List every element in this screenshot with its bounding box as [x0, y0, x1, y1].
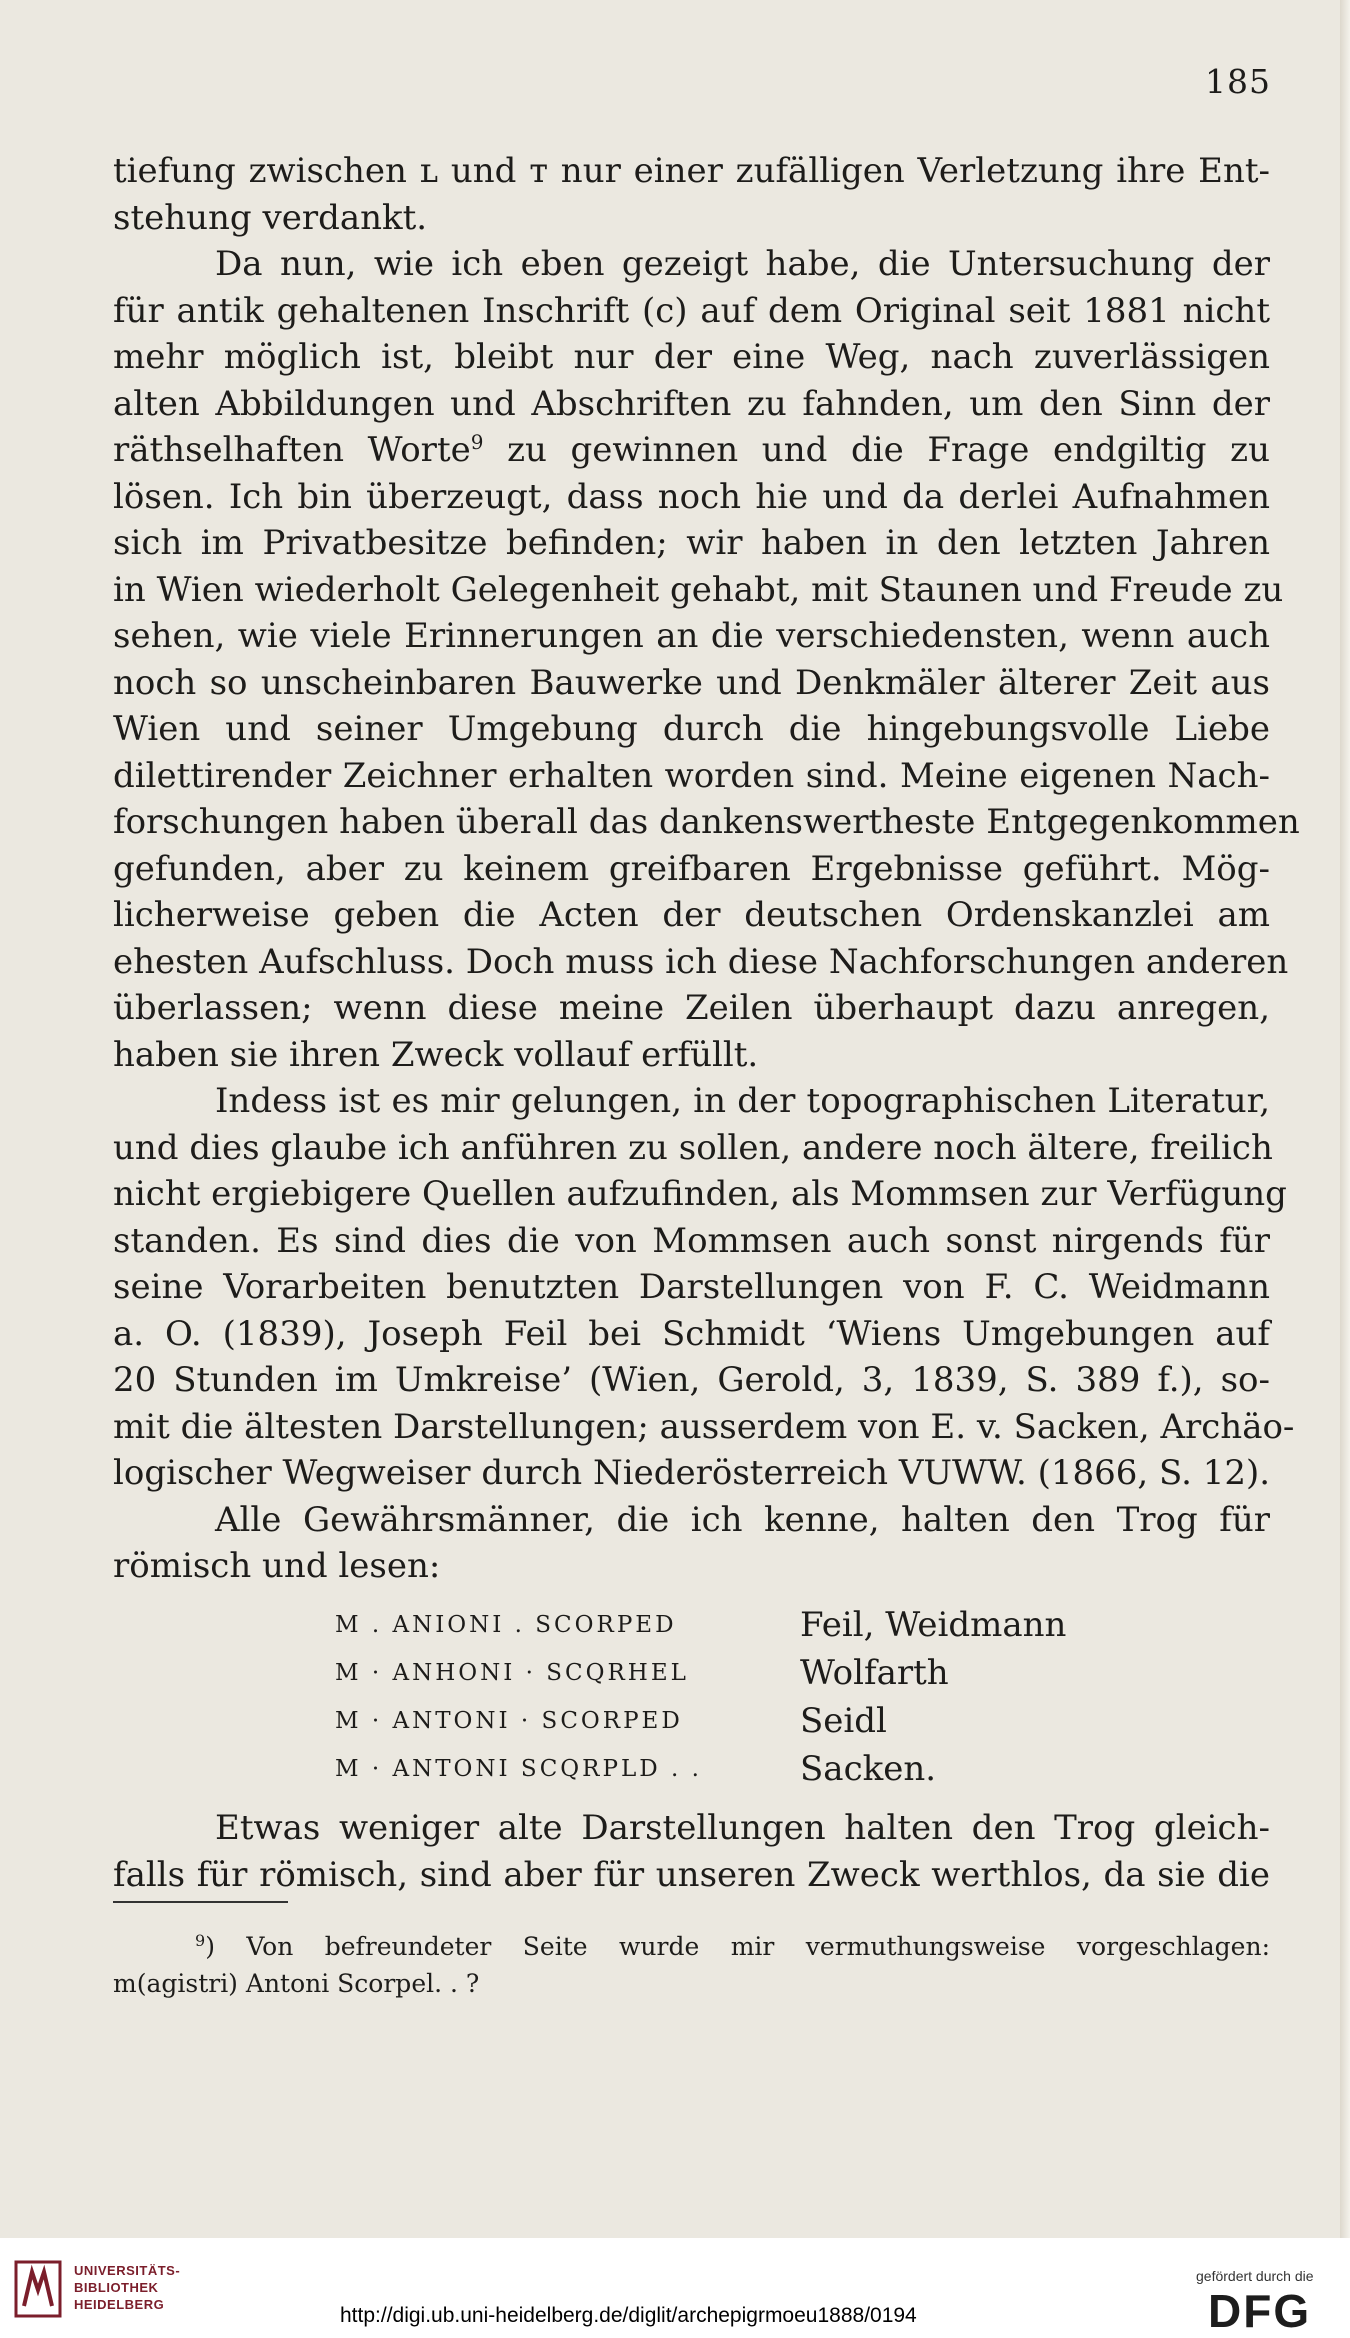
text-line: stehung verdankt.: [113, 197, 428, 238]
text-line: sehen, wie viele Erinnerungen an die verschiedensten, wenn auch: [113, 616, 1270, 656]
text-line: und dies glaube ich anführen zu sollen, andere noch ältere, freilich: [113, 1127, 1273, 1168]
inscription-row: [335, 1601, 1066, 1649]
source-url[interactable]: http://digi.ub.uni-heidelberg.de/diglit/archepigrmoeu1888/0194: [340, 2304, 917, 2327]
text-line: alten Abbildungen und Abschriften zu fahnden, um den Sinn der: [113, 383, 1270, 424]
inscription-source: Seidl: [800, 1701, 887, 1741]
page-edge: [1340, 0, 1350, 2338]
text-line: Da nun, wie ich eben gezeigt habe, die Untersuchung der: [215, 244, 1270, 284]
inscription-source: Wolfarth: [800, 1653, 949, 1693]
text-line: tiefung zwischen ʟ und ᴛ nur einer zufälligen Verletzung ihre Ent-: [113, 151, 1270, 191]
text-line: für antik gehaltenen Inschrift (c) auf dem Original seit 1881 nicht: [113, 290, 1270, 331]
body-text: [113, 148, 1300, 1590]
footnote-divider: [113, 1901, 288, 1903]
inscription-readings-table: [335, 1601, 1066, 1793]
text-line: standen. Es sind dies die von Mommsen auch sonst nirgends für: [113, 1220, 1270, 1261]
text-segment: räthselhaften Worte: [113, 430, 471, 470]
library-name-line: HEIDELBERG: [74, 2297, 165, 2312]
text-line: a. O. (1839), Joseph Feil bei Schmidt ‘Wiens Umgebungen auf: [113, 1313, 1270, 1354]
text-line: falls für römisch, sind aber für unseren Zweck werthlos, da sie die: [113, 1854, 1270, 1895]
text-segment: zu gewinnen und die Frage endgiltig zu: [483, 430, 1270, 470]
text-line: dilettirender Zeichner erhalten worden sind. Meine eigenen Nach-: [113, 755, 1270, 796]
dfg-logo: DFG: [1208, 2285, 1312, 2337]
text-line: noch so unscheinbaren Bauwerke und Denkmäler älterer Zeit aus: [113, 662, 1270, 703]
footnote-line: m(agistri) Antoni Scorpel. . ?: [113, 1969, 480, 1998]
text-line: mehr möglich ist, bleibt nur der eine Weg, nach zuverlässigen: [113, 337, 1270, 377]
inscription-source: Sacken.: [800, 1749, 937, 1789]
text-line: mit die ältesten Darstellungen; ausserdem von E. v. Sacken, Archäo-: [113, 1406, 1295, 1447]
footnote-marker: 9: [195, 1931, 206, 1950]
footnote-line: [113, 1928, 1270, 1965]
inscription-row: [335, 1745, 1066, 1793]
text-line: römisch und lesen:: [113, 1546, 441, 1586]
inscription-reading: M · ANTONI · SCORPED: [335, 1708, 683, 1734]
text-line: haben sie ihren Zweck vollauf erfüllt.: [113, 1034, 759, 1075]
text-line: lösen. Ich bin überzeugt, dass noch hie und da derlei Aufnahmen: [113, 476, 1270, 517]
text-line: in Wien wiederholt Gelegenheit gehabt, mit Staunen und Freude zu: [113, 569, 1284, 610]
library-name-line: BIBLIOTHEK: [74, 2280, 159, 2295]
inscription-row: [335, 1649, 1066, 1697]
inscription-reading: M . ANIONI . SCORPED: [335, 1612, 677, 1638]
footnote: [113, 1928, 1270, 2002]
text-line: Etwas weniger alte Darstellungen halten den Trog gleich-: [215, 1808, 1270, 1848]
text-line: Alle Gewährsmänner, die ich kenne, halten den Trog für: [215, 1499, 1270, 1540]
funder-caption: gefördert durch die: [1196, 2268, 1314, 2284]
inscription-source: Feil, Weidmann: [800, 1605, 1067, 1645]
library-name: [74, 2262, 180, 2313]
inscription-reading: M · ANHONI · SCQRHEL: [335, 1660, 689, 1686]
body-text-continuation: [113, 1805, 1270, 1898]
text-line: nicht ergiebigere Quellen aufzufinden, als Mommsen zur Verfügung: [113, 1174, 1287, 1214]
text-line: licherweise geben die Acten der deutschen Ordenskanzlei am: [113, 895, 1270, 935]
text-line: ehesten Aufschluss. Doch muss ich diese Nachforschungen anderen: [113, 941, 1289, 982]
inscription-reading: M · ANTONI SCQRPLD . .: [335, 1756, 702, 1782]
text-line-with-footnote-ref: [113, 427, 1270, 474]
footnote-ref: 9: [470, 430, 484, 454]
text-line: Indess ist es mir gelungen, in der topographischen Literatur,: [215, 1081, 1270, 1121]
text-line: gefunden, aber zu keinem greifbaren Ergebnisse geführt. Mög-: [113, 848, 1270, 889]
text-line: seine Vorarbeiten benutzten Darstellungen von F. C. Weidmann: [113, 1267, 1270, 1307]
inscription-row: [335, 1697, 1066, 1745]
library-name-line: UNIVERSITÄTS-: [74, 2263, 181, 2278]
text-line: forschungen haben überall das dankenswertheste Entgegenkommen: [113, 802, 1300, 842]
text-line: Wien und seiner Umgebung durch die hingebungsvolle Liebe: [113, 709, 1270, 749]
text-line: überlassen; wenn diese meine Zeilen überhaupt dazu anregen,: [113, 988, 1270, 1028]
text-line: 20 Stunden im Umkreise’ (Wien, Gerold, 3, 1839, S. 389 f.), so-: [113, 1360, 1270, 1400]
text-line: sich im Privatbesitze befinden; wir haben in den letzten Jahren: [113, 523, 1270, 563]
footnote-text: ) Von befreundeter Seite wurde mir vermuthungsweise vorgeschlagen:: [205, 1932, 1270, 1961]
page-number: 185: [1205, 62, 1271, 101]
text-line: logischer Wegweiser durch Niederösterreich VUWW. (1866, S. 12).: [113, 1453, 1271, 1493]
university-library-logo-icon: [14, 2260, 62, 2318]
